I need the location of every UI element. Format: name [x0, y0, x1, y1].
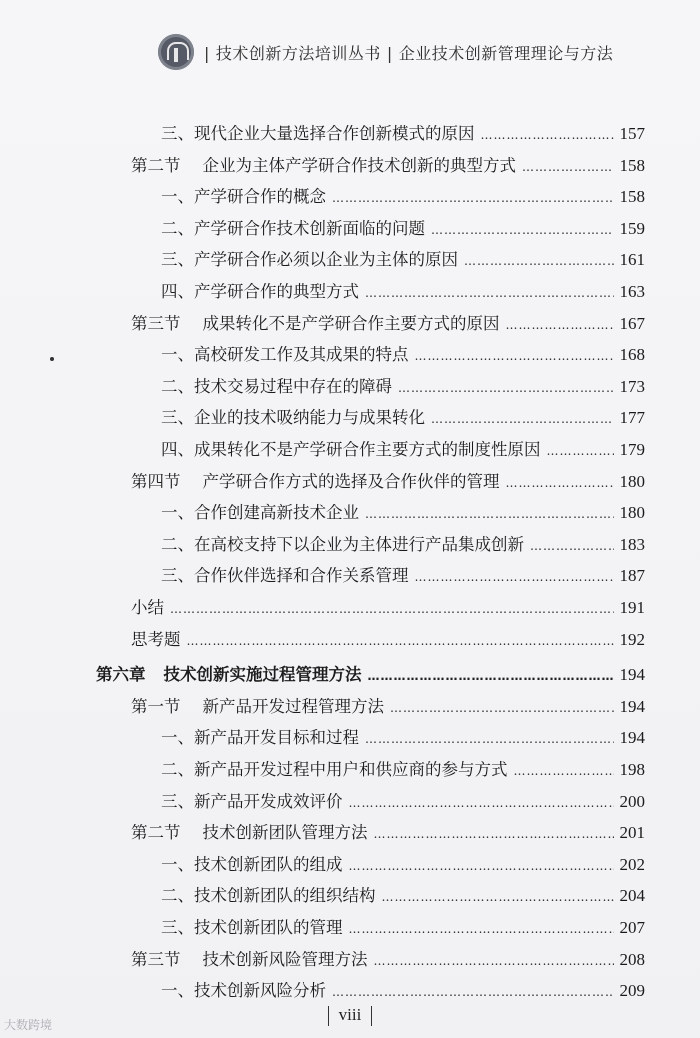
toc-entry	[161, 977, 645, 1005]
header-text	[198, 41, 613, 64]
toc-entry-number: 一、	[161, 981, 194, 1001]
toc-page-number: 200	[619, 791, 645, 811]
toc-entry-number: 第三节	[131, 949, 181, 969]
toc-entry	[161, 373, 645, 401]
running-header	[0, 34, 700, 74]
toc-entry-title: 企业为主体产学研合作技术创新的典型方式	[202, 155, 516, 175]
toc-entry	[131, 594, 645, 622]
toc-entry-label	[131, 946, 368, 974]
toc-entry-title: 新产品开发过程管理方法	[202, 696, 384, 716]
footer-bar-right	[371, 1006, 372, 1026]
toc-entry	[131, 626, 645, 654]
toc-entry	[161, 531, 645, 559]
toc-leader-dots	[365, 500, 614, 528]
toc-entry-label	[161, 756, 508, 784]
toc-entry-label	[161, 851, 343, 879]
toc-entry-title: 合作创建高新技术企业	[194, 503, 359, 523]
toc-entry	[161, 404, 645, 432]
toc-leader-dots	[415, 563, 614, 591]
footer-bar-left	[328, 1006, 329, 1026]
toc-entry-title: 企业的技术吸纳能力与成果转化	[194, 408, 425, 428]
toc-entry-number: 二、	[161, 886, 194, 906]
book-title: 企业技术创新管理理论与方法	[398, 44, 614, 63]
toc-entry	[131, 819, 645, 847]
toc-entry-label	[161, 215, 425, 243]
toc-leader-dots	[332, 184, 614, 212]
toc-page-number: 161	[619, 250, 645, 270]
toc-entry-number: 四、	[161, 440, 194, 459]
toc-entry-title: 新产品开发目标和过程	[194, 728, 359, 748]
toc-entry-number: 一、	[161, 187, 194, 207]
toc-entry	[131, 152, 645, 180]
toc-entry-title: 新产品开发过程中用户和供应商的参与方式	[194, 760, 508, 779]
toc-entry-title: 成果转化不是产学研合作主要方式的原因	[202, 313, 500, 333]
toc-entry-title: 思考题	[131, 629, 181, 649]
toc-entry-title: 成果转化不是产学研合作主要方式的制度性原因	[194, 440, 541, 459]
toc-entry-title: 小结	[131, 598, 164, 617]
toc-leader-dots	[368, 662, 614, 690]
toc-entry	[131, 693, 645, 721]
toc-page-number: 157	[619, 124, 645, 143]
toc-entry-number: 三、	[161, 250, 194, 270]
toc-page-number: 183	[619, 534, 645, 554]
toc-entry	[161, 436, 645, 464]
toc-entry-title: 技术创新风险分析	[194, 981, 326, 1001]
toc-page-number: 180	[619, 471, 645, 491]
toc-page-number: 158	[619, 155, 645, 175]
toc-page-number: 163	[619, 282, 645, 301]
toc-leader-dots	[374, 947, 614, 975]
page-number: viii	[338, 1005, 362, 1024]
toc-entry-number: 第三节	[131, 313, 181, 333]
toc-leader-dots	[390, 694, 614, 722]
header-separator: |	[204, 44, 210, 63]
toc-page-number: 177	[619, 408, 645, 428]
toc-leader-dots	[481, 121, 614, 149]
toc-entry-title: 技术创新团队管理方法	[202, 823, 368, 843]
toc-page-number: 208	[619, 949, 645, 969]
toc-entry-label	[161, 531, 524, 559]
toc-entry-number: 二、	[161, 218, 194, 238]
watermark-text: 大数跨境	[4, 1018, 53, 1032]
toc-entry	[161, 183, 645, 211]
toc-leader-dots	[506, 311, 614, 339]
toc-leader-dots	[514, 757, 614, 785]
toc-leader-dots	[431, 405, 614, 433]
toc-entry	[131, 310, 645, 338]
toc-leader-dots	[522, 153, 614, 181]
toc-leader-dots	[170, 595, 614, 623]
toc-entry	[161, 756, 645, 784]
toc-entry-label	[161, 373, 392, 401]
toc-entry-title: 技术交易过程中存在的障碍	[194, 376, 392, 396]
toc-entry-label	[161, 246, 458, 274]
toc-entry-title: 产学研合作方式的选择及合作伙伴的管理	[202, 471, 500, 491]
toc-entry	[131, 468, 645, 496]
toc-page-number: 204	[619, 886, 645, 906]
toc-entry-label	[131, 310, 500, 338]
toc-page-number: 194	[619, 696, 645, 716]
toc-entry-title: 新产品开发成效评价	[194, 791, 343, 811]
toc-entry-title: 产学研合作技术创新面临的问题	[194, 218, 425, 238]
toc-entry-number: 二、	[161, 760, 194, 779]
toc-entry-label	[131, 626, 181, 654]
toc-page-number: 187	[619, 566, 645, 586]
toc-page-number: 209	[619, 981, 645, 1001]
toc-entry-label	[131, 819, 368, 847]
toc-entry-number: 一、	[161, 503, 194, 523]
toc-entry-label	[131, 693, 384, 721]
toc-entry-label	[161, 914, 343, 942]
toc-entry-label	[131, 468, 500, 496]
toc-leader-dots	[382, 883, 614, 911]
toc-entry-number: 第二节	[131, 823, 181, 843]
toc-page-number: 207	[619, 918, 645, 937]
toc-leader-dots	[332, 978, 614, 1006]
toc-page-number: 201	[619, 823, 645, 843]
toc-entry	[161, 788, 645, 816]
toc-page-number: 198	[619, 760, 645, 779]
toc-entry-number: 第一节	[131, 696, 181, 716]
toc-entry-title: 技术创新团队的组成	[194, 854, 343, 874]
toc-entry-number: 二、	[161, 376, 194, 396]
stray-ink-dot	[50, 357, 54, 361]
toc-entry-label	[161, 724, 359, 752]
toc-entry	[161, 724, 645, 752]
toc-entry-number: 三、	[161, 124, 194, 143]
toc-leader-dots	[547, 437, 614, 465]
toc-entry-title: 技术创新团队的组织结构	[194, 886, 376, 906]
toc-entry-label	[131, 594, 164, 622]
toc-entry-label	[161, 278, 359, 306]
toc-leader-dots	[415, 342, 614, 370]
toc-page-number: 180	[619, 503, 645, 523]
toc-page-number: 192	[619, 629, 645, 649]
toc-entry-label	[161, 977, 326, 1005]
toc-entry-label	[161, 788, 343, 816]
toc-entry-label	[161, 436, 541, 464]
toc-entry-label	[161, 183, 326, 211]
toc-entry-title: 产学研合作必须以企业为主体的原因	[194, 250, 458, 270]
toc-entry-label	[161, 562, 409, 590]
toc-entry-number: 一、	[161, 854, 194, 874]
toc-page-number: 167	[619, 313, 645, 333]
toc-entry-label	[131, 152, 516, 180]
toc-entry-number: 二、	[161, 534, 194, 554]
toc-entry-title: 产学研合作的典型方式	[194, 282, 359, 301]
toc-page-number: 191	[619, 598, 645, 617]
toc-entry-label	[161, 120, 475, 148]
toc-entry-label	[96, 661, 362, 689]
toc-entry	[161, 882, 645, 910]
toc-entry-title: 产学研合作的概念	[194, 187, 326, 207]
toc-entry	[161, 851, 645, 879]
toc-entry-title: 在高校支持下以企业为主体进行产品集成创新	[194, 534, 524, 554]
toc-page-number: 173	[619, 376, 645, 396]
toc-leader-dots	[431, 216, 614, 244]
toc-page-number: 168	[619, 345, 645, 365]
toc-leader-dots	[506, 469, 614, 497]
toc-leader-dots	[530, 532, 614, 560]
toc-entry-number: 三、	[161, 918, 194, 937]
toc-entry-number: 一、	[161, 345, 194, 365]
series-title: 技术创新方法培训丛书	[215, 44, 381, 63]
toc-leader-dots	[365, 725, 614, 753]
header-separator: |	[386, 44, 393, 63]
toc-page-number: 158	[619, 187, 645, 207]
toc-entry-title: 技术创新实施过程管理方法	[163, 665, 362, 685]
toc-entry-label	[161, 404, 425, 432]
toc-entry-number: 三、	[161, 791, 194, 811]
toc-entry-number: 四、	[161, 282, 194, 301]
toc-entry-number: 三、	[161, 408, 194, 428]
toc-entry-number: 第六章	[96, 665, 146, 685]
toc-entry	[161, 914, 645, 942]
toc-entry-number: 一、	[161, 728, 194, 748]
toc-leader-dots	[464, 247, 614, 275]
series-logo-icon	[158, 34, 194, 70]
toc-leader-dots	[349, 852, 614, 880]
toc-entry-title: 现代企业大量选择合作创新模式的原因	[194, 124, 475, 143]
toc-leader-dots	[398, 374, 614, 402]
toc-entry-label	[161, 341, 409, 369]
toc-entry-label	[161, 499, 359, 527]
toc-leader-dots	[349, 915, 614, 943]
toc-entry-number: 三、	[161, 566, 194, 586]
toc-page-number: 202	[619, 854, 645, 874]
toc-entry-label	[161, 882, 376, 910]
toc-page-number: 194	[619, 665, 645, 685]
toc-page-number: 159	[619, 218, 645, 238]
toc-entry-title: 合作伙伴选择和合作关系管理	[194, 566, 409, 586]
toc-entry-title: 高校研发工作及其成果的特点	[194, 345, 409, 365]
toc-entry	[161, 215, 645, 243]
page-footer	[0, 1005, 700, 1026]
toc-entry	[96, 661, 645, 689]
toc-entry	[161, 246, 645, 274]
toc-leader-dots	[374, 820, 614, 848]
toc-page-number: 194	[619, 728, 645, 748]
toc-entry	[161, 562, 645, 590]
toc-leader-dots	[349, 789, 614, 817]
toc-entry	[161, 341, 645, 369]
toc-page-number: 179	[619, 440, 645, 459]
toc-entry	[161, 278, 645, 306]
toc-entry-number: 第二节	[131, 155, 181, 175]
toc-leader-dots	[365, 279, 614, 307]
toc-entry-number: 第四节	[131, 471, 181, 491]
toc-entry	[161, 120, 645, 148]
toc-entry-title: 技术创新团队的管理	[194, 918, 343, 937]
toc-leader-dots	[187, 627, 614, 655]
toc-entry	[161, 499, 645, 527]
toc-entry	[131, 946, 645, 974]
toc-entry-title: 技术创新风险管理方法	[202, 949, 368, 969]
